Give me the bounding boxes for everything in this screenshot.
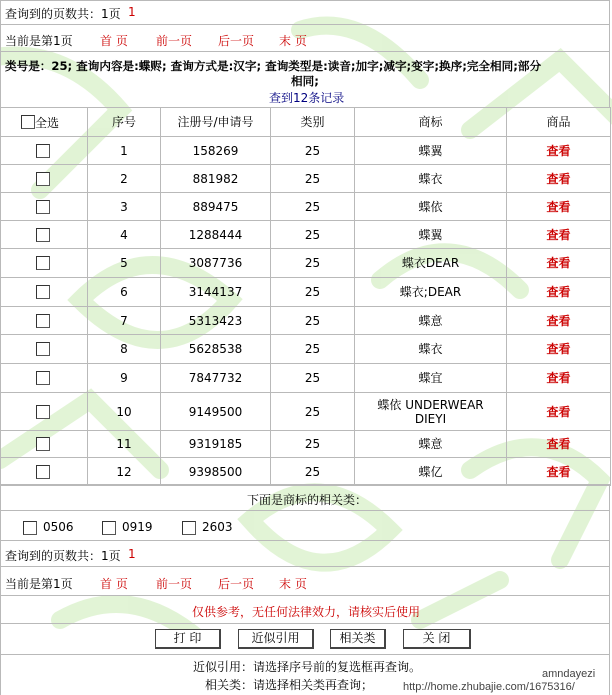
related-class-checkbox[interactable] (102, 521, 116, 535)
query-summary-line2: 相同; (291, 74, 319, 88)
row-goods (507, 249, 611, 278)
table-row (1, 249, 611, 278)
print-button[interactable]: 打 印 (155, 629, 221, 649)
disclaimer-bar (0, 595, 610, 624)
related-class-0506[interactable]: 0506 (23, 519, 74, 535)
row-checkbox[interactable] (36, 172, 50, 186)
first-page-link[interactable]: 首 页 (100, 34, 128, 48)
table-row (1, 458, 611, 486)
page-count-value: 1 (128, 547, 136, 561)
row-class: 25 (271, 249, 355, 278)
row-goods (507, 335, 611, 364)
table-row (1, 307, 611, 335)
results-table (0, 107, 611, 486)
row-checkbox[interactable] (36, 314, 50, 328)
row-select-cell (1, 249, 88, 278)
page-count-label: 查询到的页数共：1页 (5, 7, 121, 21)
watermark-user: amndayezi (542, 668, 596, 680)
row-checkbox[interactable] (36, 405, 50, 419)
row-select-cell (1, 335, 88, 364)
row-select-cell (1, 137, 88, 165)
row-class: 25 (271, 307, 355, 335)
row-trademark: 蝶翼 (355, 137, 507, 165)
row-reg-no: 3144137 (161, 278, 271, 307)
row-reg-no: 158269 (161, 137, 271, 165)
row-no: 8 (88, 335, 161, 364)
row-class: 25 (271, 431, 355, 458)
row-select-cell (1, 458, 88, 486)
row-checkbox[interactable] (36, 144, 50, 158)
row-reg-no: 5628538 (161, 335, 271, 364)
row-select-cell (1, 221, 88, 249)
related-class-checkbox[interactable] (23, 521, 37, 535)
prev-page-link[interactable]: 前一页 (156, 34, 193, 48)
row-class: 25 (271, 193, 355, 221)
last-page-link[interactable]: 末 页 (279, 34, 307, 48)
row-no: 4 (88, 221, 161, 249)
view-link[interactable]: 查看 (546, 143, 571, 158)
table-row (1, 165, 611, 193)
current-page-label: 当前是第1页 (5, 577, 73, 591)
row-goods (507, 137, 611, 165)
row-checkbox[interactable] (36, 465, 50, 479)
top-pagination (0, 24, 610, 52)
view-link[interactable]: 查看 (546, 256, 571, 270)
first-page-link[interactable]: 首 页 (100, 577, 128, 591)
table-row (1, 278, 611, 307)
select-all-checkbox[interactable] (21, 115, 35, 129)
row-trademark: 蝶意 (355, 431, 507, 458)
related-title: 下面是商标的相关类： (247, 493, 368, 507)
view-link[interactable]: 查看 (546, 227, 571, 242)
table-header-row (1, 108, 611, 137)
table-row (1, 137, 611, 165)
table-row (1, 364, 611, 393)
view-link[interactable]: 查看 (546, 171, 571, 186)
row-select-cell (1, 278, 88, 307)
row-select-cell (1, 165, 88, 193)
row-class: 25 (271, 278, 355, 307)
row-select-cell (1, 307, 88, 335)
close-button[interactable]: 关 闭 (403, 629, 471, 649)
row-no: 6 (88, 278, 161, 307)
page-count-label: 查询到的页数共：1页 (5, 549, 121, 563)
last-page-link[interactable]: 末 页 (279, 577, 307, 591)
header-no: 序号 (88, 108, 161, 137)
row-no: 12 (88, 458, 161, 486)
row-goods (507, 431, 611, 458)
select-all-cell (1, 108, 88, 137)
view-link[interactable]: 查看 (546, 342, 571, 356)
row-trademark: 蝶亿 (355, 458, 507, 486)
row-checkbox[interactable] (36, 371, 50, 385)
row-trademark: 蝶衣 (355, 335, 507, 364)
watermark-url: http://home.zhubajie.com/1675316/ (403, 681, 575, 693)
row-trademark: 蝶依 (355, 193, 507, 221)
related-classes (0, 510, 610, 541)
row-no: 1 (88, 137, 161, 165)
top-page-count-bar (0, 0, 610, 25)
row-goods (507, 393, 611, 431)
next-page-link[interactable]: 后一页 (218, 577, 255, 591)
help-similar: 近似引用：请选择序号前的复选框再查询。 (193, 660, 422, 674)
row-class: 25 (271, 458, 355, 486)
row-class: 25 (271, 393, 355, 431)
row-no: 3 (88, 193, 161, 221)
view-link[interactable]: 查看 (546, 371, 571, 385)
row-select-cell (1, 364, 88, 393)
header-trademark: 商标 (355, 108, 507, 137)
header-class: 类别 (271, 108, 355, 137)
row-reg-no: 889475 (161, 193, 271, 221)
help-bar (0, 654, 610, 695)
row-checkbox[interactable] (36, 437, 50, 451)
row-select-cell (1, 193, 88, 221)
row-reg-no: 1288444 (161, 221, 271, 249)
row-reg-no: 9319185 (161, 431, 271, 458)
bottom-pagination (0, 566, 610, 596)
select-all-label: 全选 (35, 115, 60, 130)
row-trademark: 蝶意 (355, 307, 507, 335)
header-reg-no: 注册号/申请号 (161, 108, 271, 137)
related-class-button[interactable]: 相关类 (330, 629, 386, 649)
row-select-cell (1, 393, 88, 431)
row-trademark: 蝶衣 (355, 165, 507, 193)
bottom-page-count-bar (0, 540, 610, 567)
header-goods: 商品 (507, 108, 611, 137)
row-checkbox[interactable] (36, 285, 50, 299)
row-select-cell (1, 431, 88, 458)
row-no: 11 (88, 431, 161, 458)
current-page-label: 当前是第1页 (5, 34, 73, 48)
view-link[interactable]: 查看 (546, 404, 571, 419)
row-goods (507, 221, 611, 249)
row-class: 25 (271, 364, 355, 393)
row-class: 25 (271, 137, 355, 165)
row-trademark: 蝶衣DEAR (355, 249, 507, 278)
row-goods (507, 278, 611, 307)
related-class-checkbox[interactable] (182, 521, 196, 535)
row-goods (507, 307, 611, 335)
row-reg-no: 5313423 (161, 307, 271, 335)
similar-cite-button[interactable]: 近似引用 (238, 629, 314, 649)
related-class-0919[interactable]: 0919 (102, 519, 153, 535)
table-row (1, 431, 611, 458)
row-class: 25 (271, 165, 355, 193)
row-reg-no: 3087736 (161, 249, 271, 278)
row-reg-no: 9398500 (161, 458, 271, 486)
query-summary-line1: 类号是：25; 查询内容是:蝶赆; 查询方式是:汉字; 查询类型是:读音;加字;减字;变字;换序;完全相同;部分 (5, 59, 542, 73)
query-summary (0, 51, 610, 108)
record-count: 查到12条记录 (269, 91, 345, 105)
view-link[interactable]: 查看 (546, 199, 571, 214)
related-title-bar (0, 484, 610, 511)
row-checkbox[interactable] (36, 256, 50, 270)
view-link[interactable]: 查看 (546, 464, 571, 479)
row-class: 25 (271, 221, 355, 249)
table-row (1, 193, 611, 221)
row-no: 10 (88, 393, 161, 431)
row-no: 2 (88, 165, 161, 193)
row-goods (507, 193, 611, 221)
row-trademark: 蝶宜 (355, 364, 507, 393)
help-related: 相关类：请选择相关类再查询； (205, 678, 374, 692)
row-trademark: 蝶依 UNDERWEAR DIEYI (355, 393, 507, 431)
row-checkbox[interactable] (36, 228, 50, 242)
row-reg-no: 9149500 (161, 393, 271, 431)
related-class-2603[interactable]: 2603 (182, 519, 233, 535)
action-bar (0, 623, 610, 655)
row-checkbox[interactable] (36, 342, 50, 356)
table-row (1, 393, 611, 431)
next-page-link[interactable]: 后一页 (218, 34, 255, 48)
page-count-value: 1 (128, 5, 136, 19)
row-no: 9 (88, 364, 161, 393)
row-no: 7 (88, 307, 161, 335)
row-goods (507, 458, 611, 486)
row-goods (507, 364, 611, 393)
row-reg-no: 881982 (161, 165, 271, 193)
row-goods (507, 165, 611, 193)
view-link[interactable]: 查看 (546, 437, 571, 451)
prev-page-link[interactable]: 前一页 (156, 577, 193, 591)
row-reg-no: 7847732 (161, 364, 271, 393)
row-checkbox[interactable] (36, 200, 50, 214)
row-no: 5 (88, 249, 161, 278)
table-row (1, 335, 611, 364)
table-row (1, 221, 611, 249)
row-trademark: 蝶翼 (355, 221, 507, 249)
view-link[interactable]: 查看 (546, 285, 571, 299)
row-trademark: 蝶衣;DEAR (355, 278, 507, 307)
disclaimer-text: 仅供参考，无任何法律效力，请核实后使用 (192, 605, 421, 619)
row-class: 25 (271, 335, 355, 364)
view-link[interactable]: 查看 (546, 313, 571, 328)
